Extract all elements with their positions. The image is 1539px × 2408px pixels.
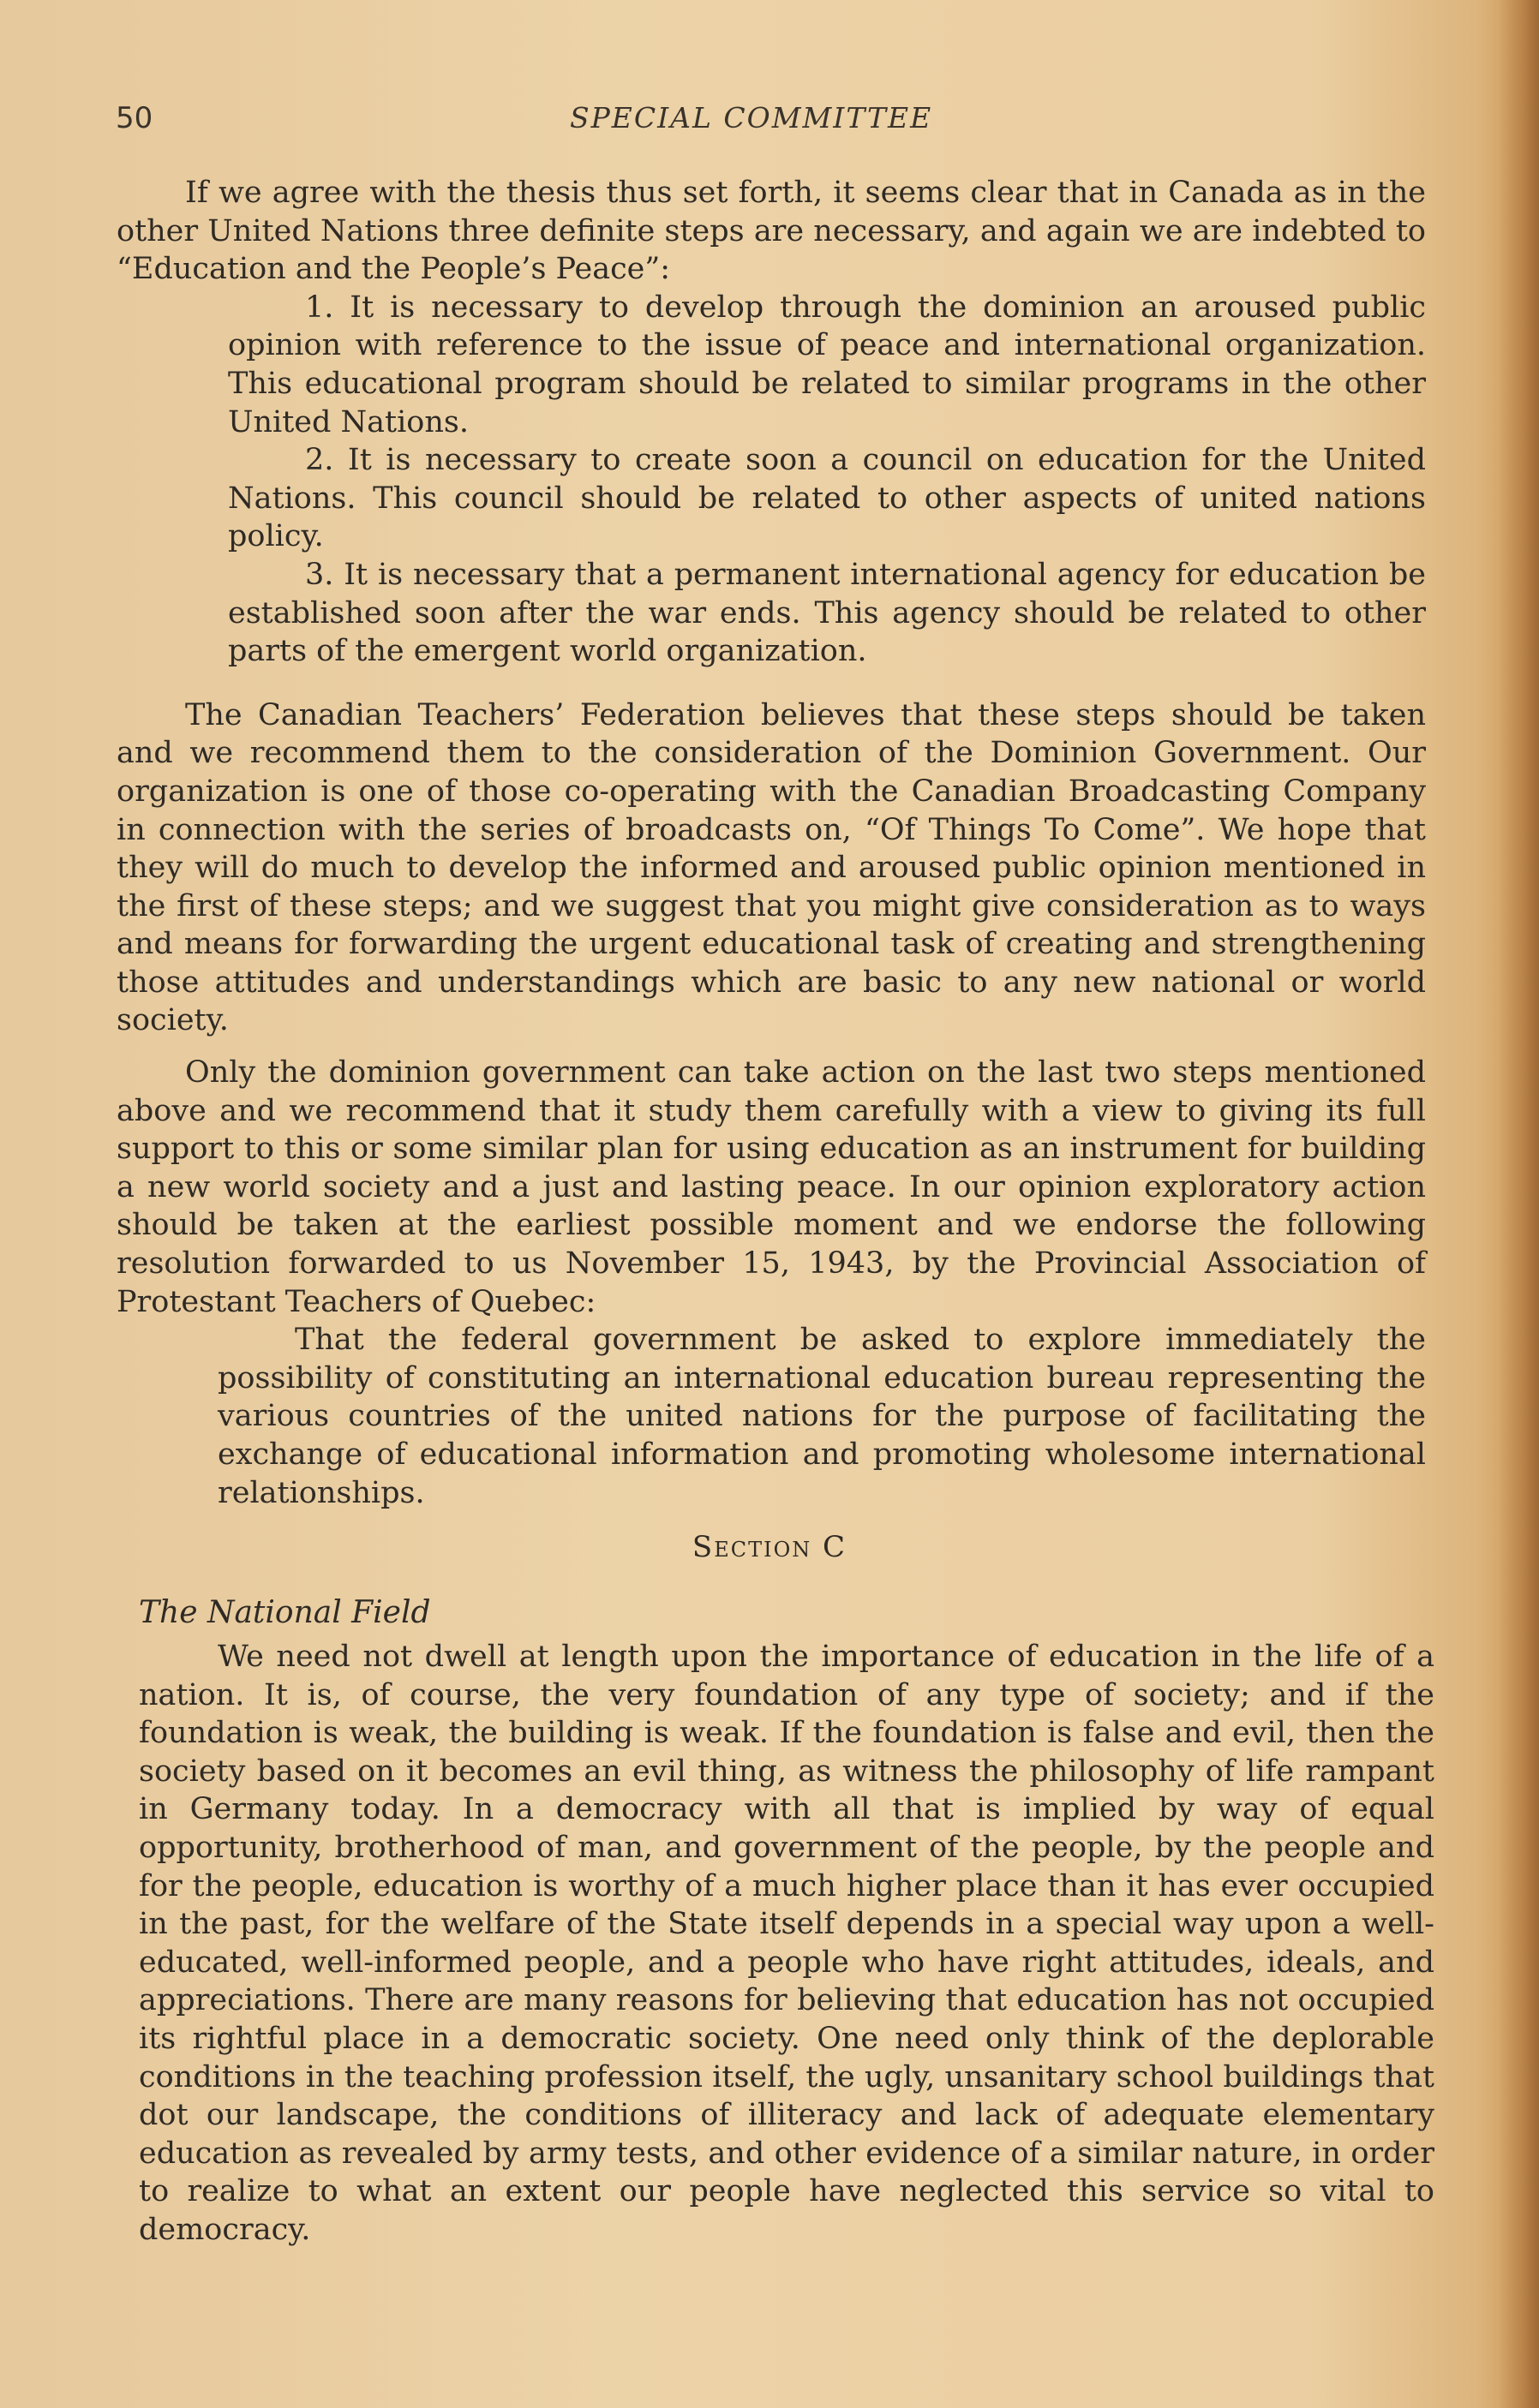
page-number: 50 — [116, 101, 153, 135]
section-heading: Section C — [692, 1530, 847, 1564]
page-edge-shadow — [1498, 0, 1539, 2408]
resolution-text: That the federal government be asked to explore immediately the possibility of constituting an international education bureau representing the various countries of the united nations for the purpose of facilitating the exchange of educational information and promoting wholesome international relationships. — [218, 1323, 1426, 1510]
intro-paragraph: If we agree with the thesis thus set forth, it seems clear that in Canada as in the other United Nations three definite steps are necessary, and again we are indebted to “Education and the People’s Peace”: — [117, 176, 1426, 287]
federation-paragraph: The Canadian Teachers’ Federation believes that these steps should be taken and we recommend them to the consideration of the Dominion Government. Our organization is one of those co-operating with the Canadian Broadcasting Company in connection with the series of broadcasts on, “Of Things To Come”. We hope that they will do much to develop the informed and aroused public opinion mentioned in the first of these steps; and we suggest that you might give consideration as to ways and means for forwarding the urgent educational task of creating and strengthening those attitudes and understandings which are basic to any new national or world society. — [117, 697, 1426, 1038]
steps-list — [228, 289, 1426, 671]
resolution-block — [218, 1321, 1426, 1512]
running-head: SPECIAL COMMITTEE — [570, 101, 933, 134]
step-item-2: 2. It is necessary to create soon a council on education for the United Nations. This council should be related to other aspects of united nations policy. — [228, 443, 1426, 554]
main-text — [117, 174, 1426, 1512]
section-subheading: The National Field — [139, 1595, 431, 1630]
step-item-3: 3. It is necessary that a permanent international agency for education be established soon after the war ends. This agency should be related to other parts of the emergent world organization. — [228, 557, 1426, 669]
page-header — [116, 101, 1427, 152]
step-item-1: 1. It is necessary to develop through the dominion an aroused public opinion with reference to the issue of peace and international organization. This educational program should be related to similar programs in the other United Nations. — [228, 290, 1426, 439]
national-field-paragraph: We need not dwell at length upon the importance of education in the life of a nation. It is, of course, the very foundation of any type of society; and if the foundation is weak, the building is weak. If the foundation is false and evil, then the society based on it becomes an evil thing, as witness the philosophy of life rampant in Germany today. In a democracy with all that is implied by way of equal opportunity, brotherhood of man, and government of the people, by the people and for the people, education is worthy of a much higher place than it has ever occupied in the past, for the welfare of the State itself depends in a special way upon a well-educated, well-informed people, and a people who have right attitudes, ideals, and appreciations. There are many reasons for believing that education has not occupied its rightful place in a democratic society. One need only think of the deplorable conditions in the teaching profession itself, the ugly, unsanitary school buildings that dot our landscape, the conditions of illiteracy and lack of adequate elementary education as revealed by army tests, and other evidence of a similar nature, in order to realize to what an extent our people have neglected this service so vital to democracy. — [139, 1640, 1434, 2247]
government-paragraph: Only the dominion government can take action on the last two steps mentioned above and we recommend that it study them carefully with a view to giving its full support to this or some similar plan for using education as an instrument for building a new world society and a just and lasting peace. In our opinion exploratory action should be taken at the earliest possible moment and we endorse the following resolution forwarded to us November 15, 1943, by the Provincial Association of Protestant Teachers of Quebec: — [117, 1055, 1426, 1319]
national-field-text — [139, 1638, 1434, 2250]
